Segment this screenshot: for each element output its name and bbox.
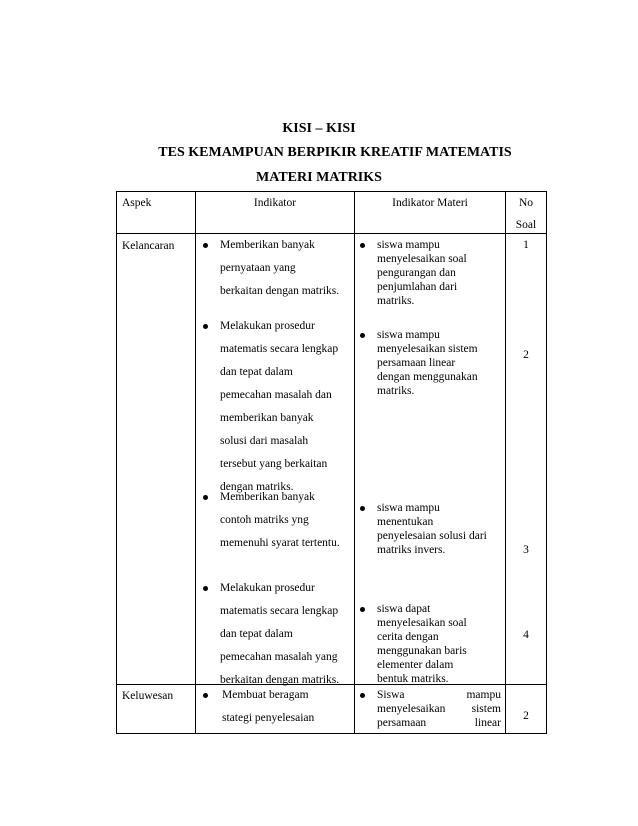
bullet-icon: [360, 333, 365, 338]
materi-1: siswa mampu menyelesaikan soal pengurangan dan penjumlahan dari matriks.: [377, 239, 467, 307]
indikator-4: Melakukan prosedur matematis secara lengkap dan tepat dalam pemecahan masalah yang berkaitan dengan matriks.: [220, 582, 340, 686]
bullet-icon: [360, 607, 365, 612]
table-border-bottom: [116, 733, 546, 734]
indikator-5: Membuat beragam stategi penyelesaian: [222, 689, 315, 724]
bullet-icon: [203, 324, 208, 329]
materi-4: siswa dapat menyelesaikan soal cerita dengan menggunakan baris elementer dalam bentuk matriks.: [377, 603, 467, 685]
materi-2: siswa mampu menyelesaikan sistem persamaan linear dengan menggunakan matriks.: [377, 329, 478, 397]
no-soal-1: 1: [523, 239, 529, 251]
header-aspek: Aspek: [122, 197, 152, 209]
bullet-icon: [360, 243, 365, 248]
document-title: KISI – KISI: [282, 121, 356, 136]
table-border-left: [116, 191, 117, 734]
document-topic: MATERI MATRIKS: [256, 170, 382, 185]
no-soal-5: 2: [523, 710, 529, 722]
no-soal-3: 3: [523, 544, 529, 556]
bullet-icon: [203, 693, 208, 698]
no-soal-2: 2: [523, 349, 529, 361]
indikator-2: Melakukan prosedur matematis secara lengkap dan tepat dalam pemecahan masalah dan memberikan banyak solusi dari masalah tersebut yang berkaitan dengan matriks.: [220, 320, 339, 493]
aspek-kelancaran: Kelancaran: [122, 240, 175, 252]
table-col-divider-1: [195, 191, 196, 734]
aspek-keluwesan: Keluwesan: [122, 690, 174, 702]
indikator-1: Memberikan banyak pernyataan yang berkaitan dengan matriks.: [220, 239, 340, 297]
table-border-top: [116, 191, 546, 192]
bullet-icon: [360, 506, 365, 511]
bullet-icon: [203, 586, 208, 591]
bullet-icon: [203, 243, 208, 248]
materi-5: Siswa mampu menyelesaikan sistem persamaan linear: [377, 689, 501, 729]
table-col-divider-3: [505, 191, 506, 734]
header-no: No: [518, 197, 534, 209]
header-soal: Soal: [515, 219, 537, 231]
table-col-divider-2: [354, 191, 355, 734]
bullet-icon: [203, 495, 208, 500]
header-indikator-materi: Indikator Materi: [392, 197, 468, 209]
materi-3: siswa mampu menentukan penyelesaian solusi dari matriks invers.: [377, 502, 487, 556]
header-indikator: Indikator: [253, 197, 297, 209]
table-border-right: [546, 191, 547, 734]
indikator-3: Memberikan banyak contoh matriks yng memenuhi syarat tertentu.: [220, 491, 340, 549]
document-subtitle: TES KEMAMPUAN BERPIKIR KREATIF MATEMATIS: [158, 145, 512, 160]
bullet-icon: [360, 693, 365, 698]
no-soal-4: 4: [523, 629, 529, 641]
